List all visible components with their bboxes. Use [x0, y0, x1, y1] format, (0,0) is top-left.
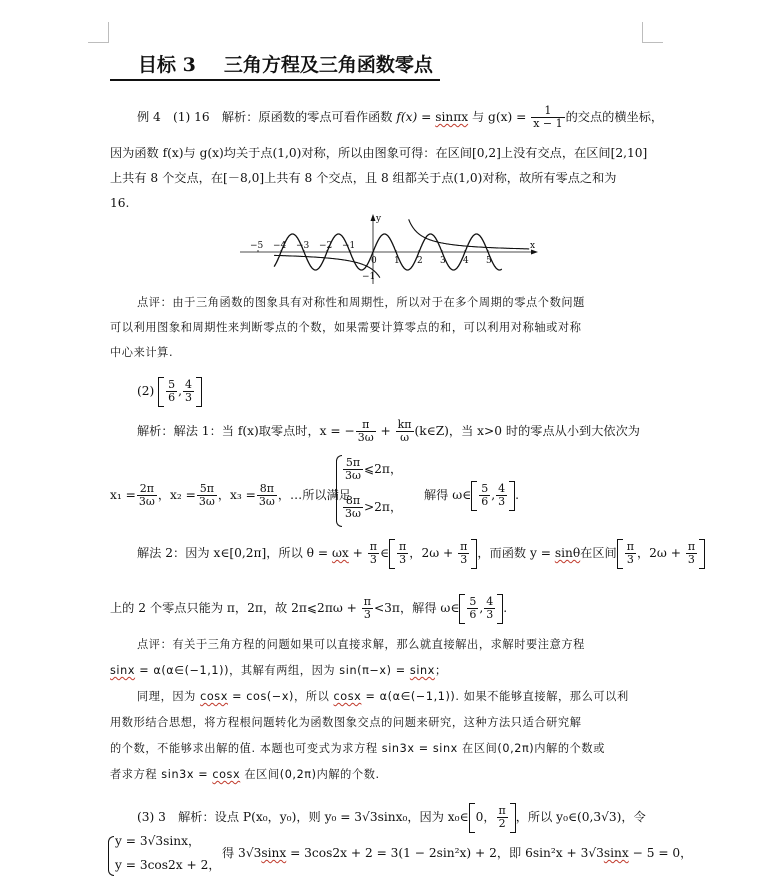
x-tick-label: −2 — [319, 241, 333, 251]
title-label: 目标 3 — [138, 54, 196, 76]
x-tick-label: 0 — [371, 256, 377, 266]
example-line-4: 16. — [110, 196, 130, 210]
method2-line-1: 解法 2：因为 x∈[0,2π]，所以 θ = ωx + $\frac{\pi}{3}$ ∈ $\frac{\pi}{3}$ ，2ω + $\frac{\pi}{3}$ ，而函数 y = sinθ在区间 $\frac{\pi}{3}$ ，2ω + $\frac{\pi}{3}$ — [137, 538, 705, 569]
section-title — [110, 50, 440, 81]
x-tick-label: −5 — [250, 241, 264, 251]
crop-mark-top-left — [88, 22, 109, 43]
part3-line-1: (3) 3 解析：设点 P(x₀，y₀)，则 y₀ = 3√3sinx₀，因为 x₀∈ 0， $\frac{\pi}{2}$ ，所以 y₀∈(0,3√3)，令 — [137, 802, 646, 833]
y-axis-arrow — [371, 214, 376, 221]
title-text: 三角方程及三角函数零点 — [223, 54, 433, 76]
comment2-line-3: 同理，因为 cosx = cos(−x)，所以 cosx = α(α∈(−1,1)). 如果不能够直接解，那么可以利 — [137, 690, 629, 703]
comment2-line-4: 用数形结合思想，将方程根问题转化为函数图象交点的问题来研究，这种方法只适合研究解 — [110, 716, 582, 729]
part2-answer: (2) $\frac{5}{6}$ , $\frac{4}{3}$ — [137, 376, 202, 407]
x-tick-label: 3 — [440, 256, 446, 266]
comment1-line-3: 中心来计算. — [110, 346, 174, 359]
comment1-line-2: 可以利用图象和周期性来判断零点的个数，如果需要计算零点的和，可以利用对称轴或对称 — [110, 321, 582, 334]
zeros-line: x₁ = $\frac{2\pi}{3\omega}$ ，x₂ = $\frac{5\pi}{3\omega}$ ，x₃ = $\frac{8\pi}{3\omega}$ ，…所以满足 — [110, 482, 351, 508]
fraction: $\frac{1}{x - 1}$ — [533, 104, 563, 130]
hyperbola-right-branch — [409, 219, 530, 249]
x-tick-label: −3 — [296, 241, 310, 251]
comment2-line-6: 者求方程 sin3x = cosx 在区间(0,2π)内解的个数. — [110, 768, 380, 781]
example-line-1: 例 4 (1) 16 解析：原函数的零点可看作函数 f(x) = sinπx 与 g(x) = $\frac{1}{x - 1}$ 的交点的横坐标， — [137, 104, 664, 130]
x-axis-label: x — [530, 241, 536, 251]
comment2-line-1: 点评：有关于三角方程的问题如果可以直接求解，那么就直接解出，求解时要注意方程 — [137, 638, 585, 651]
minus-one-label: −1 — [362, 272, 376, 282]
x-tick-label: 4 — [463, 256, 469, 266]
method1-line: 解析：解法 1：当 f(x)取零点时，x = − $\frac{\pi}{3\omega}$ + $\frac{k\pi}{\omega}$ (k∈Z)，当 x>0 时的零点从小到大依次为 — [137, 418, 640, 444]
x-tick-label: 1 — [394, 256, 400, 266]
x-tick-label: −1 — [342, 241, 356, 251]
x-tick-label: 2 — [417, 256, 423, 266]
function-graph — [236, 212, 542, 286]
crop-mark-top-right — [642, 22, 663, 43]
x-tick-label: 5 — [486, 256, 492, 266]
example-line-3: 上共有 8 个交点，在[－8,0]上共有 8 个交点，且 8 组都关于点(1,0)对称，故所有零点之和为 — [110, 171, 617, 185]
comment2-line-5: 的个数，不能够求出解的值. 本题也可变式为求方程 sin3x = sinx 在区间(0,2π)内解的个数或 — [110, 742, 605, 755]
x-tick-label: −4 — [273, 241, 287, 251]
method2-line-2: 上的 2 个零点只能为 π，2π，故 2π⩽2πω + $\frac{\pi}{3}$ <3π，解得 ω∈ $\frac{5}{6}$ , $\frac{4}{3}$ . — [110, 593, 507, 624]
part3-line-2: 得 3√3sinx = 3cos2x + 2 = 3(1 − 2sin²x) + 2，即 6sin²x + 3√3sinx − 5 = 0， — [222, 846, 693, 860]
method1-result: 解得 ω∈ $\frac{5}{6}$ , $\frac{4}{3}$ . — [424, 480, 519, 511]
comment1-line-1: 点评：由于三角函数的图象具有对称性和周期性，所以对于在多个周期的零点个数问题 — [137, 296, 585, 309]
y-axis-label: y — [376, 214, 382, 224]
comment2-line-2: sinx = α(α∈(−1,1))，其解有两组，因为 sin(π−x) = sinx； — [110, 664, 447, 677]
example-line-2: 因为函数 f(x)与 g(x)均关于点(1,0)对称，所以由图象可得：在区间[0,2]上没有交点，在区间[2,10] — [110, 146, 648, 160]
